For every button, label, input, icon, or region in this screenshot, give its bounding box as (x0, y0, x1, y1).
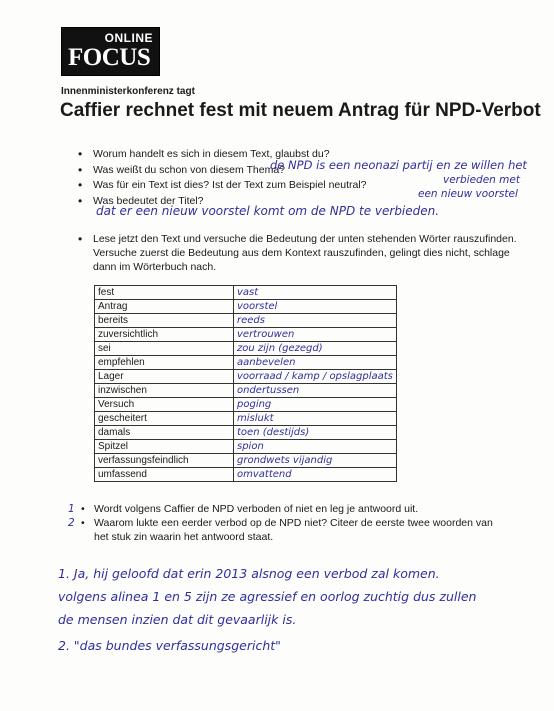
table-row (95, 426, 397, 440)
table-row (95, 454, 397, 468)
bullet: • (78, 232, 83, 246)
instruction-line: dann im Wörterbuch nach. (93, 261, 217, 273)
vocab-answer: poging (234, 398, 397, 412)
question-item: • Was weißt du schon von diesem Thema? (78, 163, 367, 179)
instruction-line: Versuche zuerst die Bedeutung aus dem Kontext rauszufinden, gelingt dies nicht, schlage (93, 247, 510, 259)
task-text: Waarom lukte een eerder verbod op de NPD niet? Citeer de eerste twee woorden van het stuk zin waarin het antwoord staat. (94, 517, 493, 543)
vocab-answer: omvattend (234, 468, 397, 482)
vocab-answer: vertrouwen (234, 328, 397, 342)
vocab-term: Versuch (95, 398, 234, 412)
table-row (95, 468, 397, 482)
vocab-term: fest (95, 286, 234, 300)
task-number: 1 (68, 503, 75, 515)
table-row (95, 384, 397, 398)
handwritten-titel-answer: dat er een nieuw voorstel komt om de NPD te verbieden. (96, 204, 440, 218)
vocab-term: verfassungsfeindlich (95, 454, 234, 468)
question-item: • Worum handelt es sich in diesem Text, glaubst du? (78, 147, 367, 163)
pre-reading-questions (78, 147, 367, 209)
vocab-term: empfehlen (95, 356, 234, 370)
vocab-term: Antrag (95, 300, 234, 314)
answer-line: 2. "das bundes verfassungsgericht" (58, 638, 281, 653)
question-item: • Was bedeutet der Titel? (78, 194, 367, 210)
task-item (68, 516, 498, 544)
vocab-term: zuversichtlich (95, 328, 234, 342)
vocab-term: Lager (95, 370, 234, 384)
logo-online-text: ONLINE (104, 31, 153, 45)
vocab-answer: vast (234, 286, 397, 300)
task-text: Wordt volgens Caffier de NPD verboden of niet en leg je antwoord uit. (94, 503, 419, 515)
vocab-term: bereits (95, 314, 234, 328)
table-row (95, 342, 397, 356)
vocab-answer: voorraad / kamp / opslagplaats (234, 370, 397, 384)
answer-line: 1. Ja, hij geloofd dat erin 2013 alsnog een verbod zal komen. (58, 566, 440, 581)
vocab-answer: mislukt (234, 412, 397, 426)
table-row (95, 356, 397, 370)
table-row (95, 314, 397, 328)
task-number: 2 (68, 517, 75, 529)
focus-online-logo (61, 27, 160, 76)
vocabulary-table (94, 285, 397, 482)
answer-line: volgens alinea 1 en 5 zijn ze agressief en oorlog zuchtig dus zullen (58, 589, 477, 604)
table-row (95, 286, 397, 300)
handwritten-thema-answer-cont: verbieden met (443, 174, 520, 186)
bullet: • (81, 503, 85, 515)
handwritten-thema-answer: de NPD is een neonazi partij en ze willen het (270, 158, 527, 172)
vocab-answer: grondwets vijandig (234, 454, 397, 468)
vocab-answer: reeds (234, 314, 397, 328)
table-row (95, 412, 397, 426)
vocab-answer: zou zijn (gezegd) (234, 342, 397, 356)
vocab-term: inzwischen (95, 384, 234, 398)
answer-line: de mensen inzien dat dit gevaarlijk is. (58, 612, 297, 627)
vocab-answer: toen (destijds) (234, 426, 397, 440)
handwritten-thema-answer-cont: een nieuw voorstel (418, 188, 518, 200)
comprehension-tasks (68, 502, 498, 544)
article-headline: Caffier rechnet fest mit neuem Antrag für NPD-Verbot (60, 100, 541, 121)
vocab-answer: aanbevelen (234, 356, 397, 370)
table-row (95, 440, 397, 454)
table-row (95, 300, 397, 314)
article-kicker: Innenministerkonferenz tagt (61, 86, 195, 97)
vocab-term: sei (95, 342, 234, 356)
vocab-term: damals (95, 426, 234, 440)
question-item: • Was für ein Text ist dies? Ist der Text zum Beispiel neutral? (78, 178, 367, 194)
bullet: • (81, 517, 85, 529)
task-item (68, 502, 498, 516)
vocab-answer: spion (234, 440, 397, 454)
vocab-answer: voorstel (234, 300, 397, 314)
instruction-line: Lese jetzt den Text und versuche die Bedeutung der unten stehenden Wörter rauszufinden. (93, 233, 517, 245)
vocab-term: umfassend (95, 468, 234, 482)
vocab-term: gescheitert (95, 412, 234, 426)
instructions (78, 232, 518, 274)
vocab-answer: ondertussen (234, 384, 397, 398)
table-row (95, 370, 397, 384)
logo-focus-text: FOCUS (68, 44, 151, 71)
vocab-term: Spitzel (95, 440, 234, 454)
table-row (95, 398, 397, 412)
table-row (95, 328, 397, 342)
